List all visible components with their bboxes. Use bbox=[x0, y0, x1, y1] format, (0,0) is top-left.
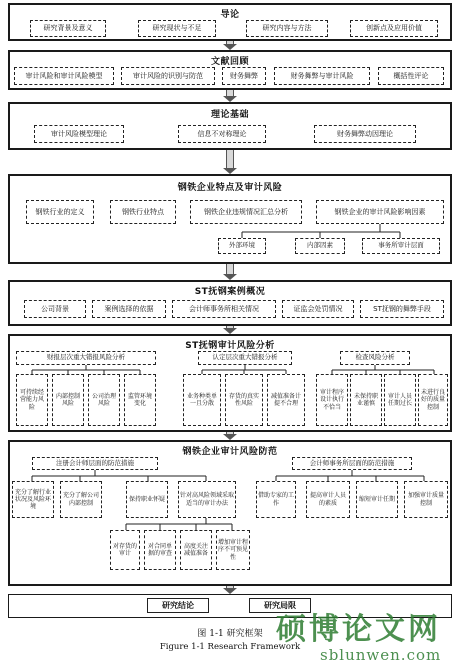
section-intro-title: 导论 bbox=[220, 10, 240, 20]
section-theory-title: 理论基础 bbox=[210, 110, 249, 120]
case-item-firm: 会计师事务所相关情况 bbox=[172, 300, 276, 318]
conclusion-item: 研究结论 bbox=[147, 598, 209, 613]
case-item-background: 公司背景 bbox=[24, 300, 86, 318]
flow-arrow bbox=[223, 586, 237, 594]
theory-item-fraud: 财务舞弊动因理论 bbox=[314, 125, 416, 143]
intro-item-content: 研究内容与方法 bbox=[246, 20, 328, 37]
prevention-item: 充分了解行业状况及风险环境 bbox=[12, 481, 54, 518]
analysis-group-assertion: 认定层次重大错报分析 bbox=[198, 351, 292, 365]
case-item-penalty: 证监会处罚情况 bbox=[282, 300, 354, 318]
prevention-item: 对合同单据的审查 bbox=[144, 530, 176, 570]
prevention-item: 针对高风险领域采取适当的审计办法 bbox=[178, 481, 236, 518]
analysis-item: 监管环境变化 bbox=[124, 374, 156, 426]
section-case bbox=[8, 280, 452, 326]
limitation-item: 研究局限 bbox=[249, 598, 311, 613]
case-item-means: ST抚钢的舞弊手段 bbox=[360, 300, 444, 318]
flow-arrow bbox=[223, 326, 237, 334]
prevention-item: 增加审计程序不可预见性 bbox=[216, 530, 250, 570]
case-item-basis: 案例选择的依据 bbox=[92, 300, 166, 318]
section-theory bbox=[8, 102, 452, 150]
figure-caption-cn: 图 1-1 研究框架 bbox=[197, 629, 263, 639]
prevention-group-firm: 会计师事务所层面的防范措施 bbox=[292, 457, 412, 470]
flow-arrow bbox=[223, 264, 237, 280]
prevention-item: 高度关注减值准备 bbox=[180, 530, 212, 570]
section-case-title: ST抚钢案例概况 bbox=[194, 287, 266, 297]
site-watermark: 硕博论文网 bbox=[276, 612, 441, 647]
analysis-item: 可持续经营能力风险 bbox=[16, 374, 48, 426]
analysis-item: 减值准备计提不合理 bbox=[267, 374, 305, 426]
section-analysis-title: ST抚钢审计风险分析 bbox=[185, 341, 275, 351]
site-watermark-url: sblunwen.com bbox=[320, 646, 442, 664]
analysis-item: 业务种类单一且分散 bbox=[183, 374, 221, 426]
section-analysis bbox=[8, 334, 452, 432]
flow-arrow bbox=[223, 90, 237, 102]
analysis-item: 内部控制风险 bbox=[52, 374, 84, 426]
intro-item-innovation: 创新点及应用价值 bbox=[350, 20, 438, 37]
factor-firm: 事务所审计层面 bbox=[362, 238, 440, 254]
review-item-model: 审计风险和审计风险模型 bbox=[14, 67, 114, 85]
review-item-identify: 审计风险的识别与防范 bbox=[121, 67, 215, 85]
intro-item-status: 研究现状与不足 bbox=[138, 20, 216, 37]
steel-item-features: 钢铁行业特点 bbox=[110, 200, 176, 224]
analysis-item: 存货的真实性风险 bbox=[225, 374, 263, 426]
analysis-item: 未保持职业谨慎 bbox=[350, 374, 382, 426]
section-intro bbox=[8, 3, 452, 41]
theory-item-asymmetry: 信息不对称理论 bbox=[178, 125, 266, 143]
flow-arrow bbox=[223, 41, 237, 50]
prevention-item: 缩短审计任期 bbox=[356, 481, 398, 518]
review-item-comment: 概括性评论 bbox=[378, 67, 444, 85]
prevention-group-cpa: 注册会计师层面的防范措施 bbox=[32, 457, 158, 470]
analysis-item: 审计程序设计执行不恰当 bbox=[316, 374, 348, 426]
theory-item-model: 审计风险模型理论 bbox=[34, 125, 124, 143]
flow-arrow bbox=[223, 150, 237, 174]
steel-item-violations: 钢铁企业违规情况汇总分析 bbox=[190, 200, 302, 224]
analysis-group-financial: 财报层次重大错报风险分析 bbox=[16, 351, 156, 365]
prevention-item: 充分了解公司内部控制 bbox=[60, 481, 102, 518]
prevention-item: 对存货的审计 bbox=[110, 530, 140, 570]
flow-arrow bbox=[223, 432, 237, 440]
prevention-item: 保持职业怀疑 bbox=[126, 481, 168, 518]
section-steel-title: 钢铁企业特点及审计风险 bbox=[177, 183, 283, 193]
section-review-title: 文献回顾 bbox=[210, 57, 249, 67]
factor-external: 外部环境 bbox=[218, 238, 266, 254]
section-prevention-title: 钢铁企业审计风险防范 bbox=[182, 447, 278, 457]
figure-caption-en: Figure 1-1 Research Framework bbox=[159, 642, 301, 652]
analysis-group-detection: 检查风险分析 bbox=[340, 351, 410, 365]
analysis-item: 未进行良好的质量控制 bbox=[418, 374, 448, 426]
section-review bbox=[8, 50, 452, 90]
steel-item-definition: 钢铁行业的定义 bbox=[26, 200, 94, 224]
factor-internal: 内部因素 bbox=[295, 238, 345, 254]
section-prevention bbox=[8, 440, 452, 586]
prevention-item: 借助专家的工作 bbox=[256, 481, 296, 518]
steel-item-factors: 钢铁企业的审计风险影响因素 bbox=[316, 200, 444, 224]
prevention-item: 加强审计质量控制 bbox=[404, 481, 448, 518]
analysis-item: 审计人员任期过长 bbox=[384, 374, 416, 426]
review-item-fraud-risk: 财务舞弊与审计风险 bbox=[274, 67, 370, 85]
prevention-item: 提高审计人员的素质 bbox=[306, 481, 350, 518]
review-item-fraud: 财务舞弊 bbox=[222, 67, 266, 85]
intro-item-background: 研究背景及意义 bbox=[30, 20, 106, 37]
section-steel bbox=[8, 174, 452, 264]
analysis-item: 公司治理风险 bbox=[88, 374, 120, 426]
